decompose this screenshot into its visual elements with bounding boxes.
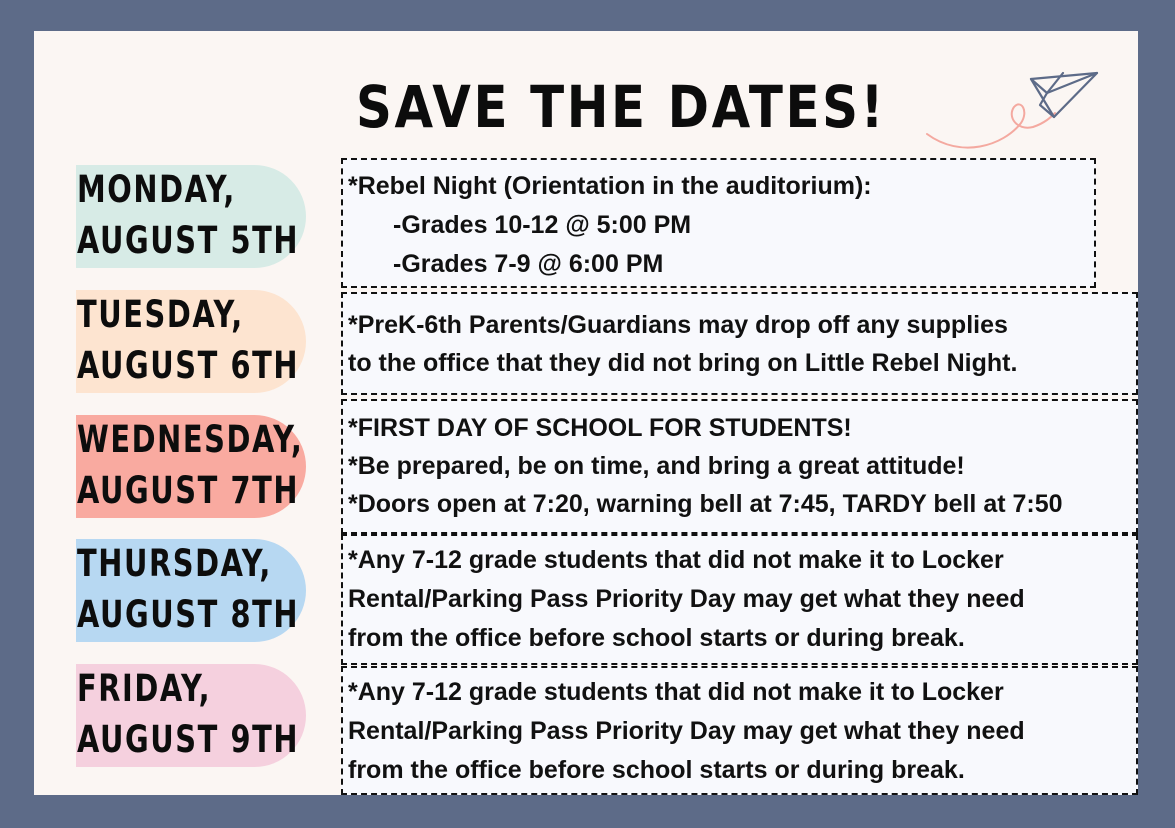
day-label-thursday bbox=[77, 538, 300, 640]
details-box-friday bbox=[341, 666, 1138, 795]
day-date: AUGUST 9TH bbox=[77, 718, 300, 761]
flyer-card bbox=[34, 31, 1138, 795]
detail-line: Rental/Parking Pass Priority Day may get what they need bbox=[348, 585, 1025, 613]
detail-line: -Grades 10-12 @ 5:00 PM bbox=[393, 211, 692, 239]
day-name: FRIDAY, bbox=[77, 667, 212, 710]
day-label-friday bbox=[77, 663, 300, 765]
detail-line: Rental/Parking Pass Priority Day may get what they need bbox=[348, 717, 1025, 745]
detail-line: from the office before school starts or during break. bbox=[348, 756, 965, 784]
flight-trail bbox=[927, 104, 1055, 147]
detail-line: *Be prepared, be on time, and bring a great attitude! bbox=[348, 452, 965, 480]
detail-line: from the office before school starts or during break. bbox=[348, 624, 965, 652]
day-date: AUGUST 5TH bbox=[77, 219, 300, 262]
detail-line: *Rebel Night (Orientation in the auditorium): bbox=[348, 172, 872, 200]
day-name: THURSDAY, bbox=[77, 542, 272, 585]
day-name: TUESDAY, bbox=[77, 293, 244, 336]
details-box-tuesday bbox=[341, 292, 1138, 395]
day-name: WEDNESDAY, bbox=[77, 418, 304, 461]
page-title: SAVE THE DATES! bbox=[356, 73, 887, 141]
day-date: AUGUST 8TH bbox=[77, 593, 300, 636]
detail-line: *PreK-6th Parents/Guardians may drop off any supplies bbox=[348, 311, 1008, 339]
detail-line: *Any 7-12 grade students that did not make it to Locker bbox=[348, 678, 1004, 706]
day-label-wednesday bbox=[77, 414, 304, 516]
day-label-tuesday bbox=[77, 289, 300, 391]
detail-line: *FIRST DAY OF SCHOOL FOR STUDENTS! bbox=[348, 414, 852, 442]
details-box-thursday bbox=[341, 534, 1138, 665]
day-label-monday bbox=[77, 164, 300, 266]
day-name: MONDAY, bbox=[77, 168, 236, 211]
detail-line: *Doors open at 7:20, warning bell at 7:45, TARDY bell at 7:50 bbox=[348, 490, 1063, 518]
detail-line: to the office that they did not bring on Little Rebel Night. bbox=[348, 349, 1018, 377]
detail-line: -Grades 7-9 @ 6:00 PM bbox=[393, 250, 664, 278]
details-box-monday bbox=[341, 158, 1096, 288]
day-date: AUGUST 7TH bbox=[77, 469, 300, 512]
details-box-wednesday bbox=[341, 399, 1138, 534]
detail-line: *Any 7-12 grade students that did not make it to Locker bbox=[348, 546, 1004, 574]
day-date: AUGUST 6TH bbox=[77, 344, 300, 387]
paper-airplane-icon bbox=[921, 51, 1101, 151]
paper-plane bbox=[1031, 73, 1097, 117]
